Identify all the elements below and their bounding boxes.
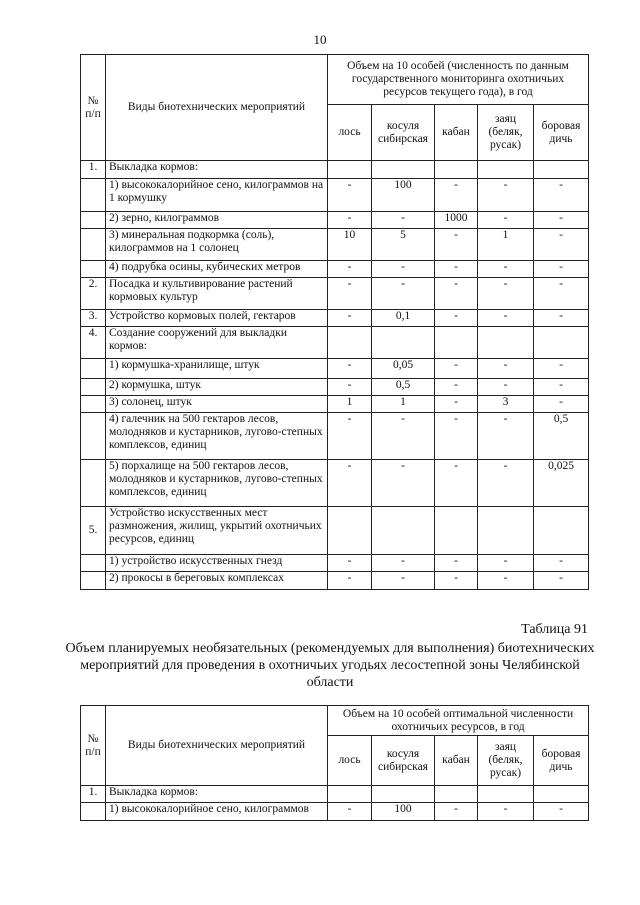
- value-cell: -: [435, 229, 478, 261]
- value-cell: -: [435, 803, 478, 821]
- value-cell: -: [328, 460, 372, 507]
- activity-cell: 1) высококалорийное сено, килограммов: [106, 803, 328, 821]
- value-cell: [435, 327, 478, 359]
- value-cell: 10: [328, 229, 372, 261]
- header-species-boar: кабан: [435, 736, 478, 786]
- value-cell: -: [534, 359, 589, 379]
- value-cell: -: [435, 310, 478, 327]
- row-number: 3.: [81, 310, 106, 327]
- value-cell: -: [534, 379, 589, 396]
- row-number: [81, 460, 106, 507]
- value-cell: 0,5: [534, 413, 589, 460]
- value-cell: -: [534, 278, 589, 310]
- activity-cell: 1) кормушка-хранилище, штук: [106, 359, 328, 379]
- value-cell: -: [372, 555, 435, 572]
- table-row: [81, 803, 589, 821]
- activity-cell: Создание сооружений для выкладки кормов:: [106, 327, 328, 359]
- value-cell: -: [435, 396, 478, 413]
- activity-cell: 1) высококалорийное сено, килограммов на 1 кормушку: [106, 179, 328, 212]
- table-row: [81, 212, 589, 229]
- value-cell: [372, 327, 435, 359]
- value-cell: [478, 507, 534, 555]
- value-cell: [435, 786, 478, 803]
- header-species-boar: кабан: [435, 105, 478, 161]
- value-cell: -: [478, 413, 534, 460]
- activity-cell: Выкладка кормов:: [106, 161, 328, 179]
- row-number: 1.: [81, 786, 106, 803]
- value-cell: -: [435, 555, 478, 572]
- header-species-hare: заяц (беляк, русак): [478, 736, 534, 786]
- value-cell: [534, 786, 589, 803]
- value-cell: -: [328, 572, 372, 590]
- activity-cell: 3) солонец, штук: [106, 396, 328, 413]
- row-number: 4.: [81, 327, 106, 359]
- value-cell: -: [534, 572, 589, 590]
- value-cell: -: [372, 413, 435, 460]
- value-cell: -: [435, 413, 478, 460]
- value-cell: 3: [478, 396, 534, 413]
- value-cell: -: [372, 460, 435, 507]
- activity-cell: 2) зерно, килограммов: [106, 212, 328, 229]
- value-cell: [478, 786, 534, 803]
- value-cell: -: [435, 379, 478, 396]
- value-cell: [534, 507, 589, 555]
- row-number: 5.: [81, 507, 106, 555]
- header-species-upland-game: боровая дичь: [534, 736, 589, 786]
- value-cell: 0,05: [372, 359, 435, 379]
- table-row: [81, 507, 589, 555]
- table-row: [81, 179, 589, 212]
- row-number: [81, 555, 106, 572]
- value-cell: -: [478, 379, 534, 396]
- activity-cell: 5) порхалище на 500 гектаров лесов, молодняков и кустарников, лугово-степных комплексов, единиц: [106, 460, 328, 507]
- row-number: [81, 803, 106, 821]
- row-number: [81, 261, 106, 278]
- row-number: [81, 413, 106, 460]
- value-cell: -: [478, 555, 534, 572]
- value-cell: [328, 161, 372, 179]
- value-cell: -: [372, 278, 435, 310]
- value-cell: [372, 161, 435, 179]
- header-activity: Виды биотехнических мероприятий: [106, 706, 328, 786]
- value-cell: [328, 786, 372, 803]
- page-number: 10: [313, 32, 327, 47]
- value-cell: -: [534, 212, 589, 229]
- value-cell: -: [328, 555, 372, 572]
- value-cell: -: [328, 359, 372, 379]
- value-cell: -: [534, 803, 589, 821]
- value-cell: -: [435, 261, 478, 278]
- row-number: [81, 229, 106, 261]
- header-species-moose: лось: [328, 105, 372, 161]
- value-cell: -: [478, 803, 534, 821]
- row-number: 1.: [81, 161, 106, 179]
- value-cell: -: [478, 572, 534, 590]
- value-cell: 1000: [435, 212, 478, 229]
- value-cell: -: [435, 572, 478, 590]
- header-num: № п/п: [81, 55, 106, 161]
- header-volume: Объем на 10 особей оптимальной численности охотничьих ресурсов, в год: [328, 706, 589, 736]
- value-cell: -: [328, 803, 372, 821]
- value-cell: -: [328, 179, 372, 212]
- value-cell: -: [372, 212, 435, 229]
- value-cell: -: [435, 359, 478, 379]
- value-cell: [328, 507, 372, 555]
- table-row: [81, 786, 589, 803]
- value-cell: -: [478, 460, 534, 507]
- table-row: [81, 396, 589, 413]
- value-cell: 1: [478, 229, 534, 261]
- value-cell: -: [328, 310, 372, 327]
- table-row: [81, 460, 589, 507]
- table-row: [81, 261, 589, 278]
- value-cell: [478, 327, 534, 359]
- activity-cell: 3) минеральная подкормка (соль), килограммов на 1 солонец: [106, 229, 328, 261]
- value-cell: -: [435, 278, 478, 310]
- value-cell: [328, 327, 372, 359]
- value-cell: -: [534, 555, 589, 572]
- table-caption-title: Объем планируемых необязательных (рекомендуемых для выполнения) биотехнических мероприятий для проведения в охотничьих угодьях лесостепной зоны Челябинской области: [65, 641, 595, 690]
- header-activity: Виды биотехнических мероприятий: [106, 55, 328, 161]
- value-cell: -: [372, 261, 435, 278]
- table-row: [81, 359, 589, 379]
- header-volume: Объем на 10 особей (численность по данным государственного мониторинга охотничьих ресурсов текущего года), в год: [328, 55, 589, 105]
- activity-cell: Посадка и культивирование растений кормовых культур: [106, 278, 328, 310]
- header-num: № п/п: [81, 706, 106, 786]
- value-cell: [478, 161, 534, 179]
- table-row: [81, 572, 589, 590]
- value-cell: -: [328, 261, 372, 278]
- header-species-upland-game: боровая дичь: [534, 105, 589, 161]
- value-cell: -: [534, 229, 589, 261]
- value-cell: 100: [372, 179, 435, 212]
- table-2: [80, 705, 589, 821]
- table-caption-label: Таблица 91: [521, 622, 588, 637]
- activity-cell: 4) подрубка осины, кубических метров: [106, 261, 328, 278]
- activity-cell: Устройство кормовых полей, гектаров: [106, 310, 328, 327]
- activity-cell: 2) прокосы в береговых комплексах: [106, 572, 328, 590]
- row-number: 2.: [81, 278, 106, 310]
- row-number: [81, 179, 106, 212]
- value-cell: -: [534, 310, 589, 327]
- row-number: [81, 379, 106, 396]
- row-number: [81, 359, 106, 379]
- value-cell: -: [328, 212, 372, 229]
- header-species-roe-deer: косуля сибирская: [372, 736, 435, 786]
- value-cell: [372, 507, 435, 555]
- value-cell: -: [478, 359, 534, 379]
- table-1: [80, 54, 589, 590]
- value-cell: -: [372, 572, 435, 590]
- value-cell: 1: [328, 396, 372, 413]
- row-number: [81, 572, 106, 590]
- value-cell: 0,1: [372, 310, 435, 327]
- value-cell: 0,025: [534, 460, 589, 507]
- value-cell: -: [534, 179, 589, 212]
- value-cell: -: [328, 379, 372, 396]
- table-row: [81, 310, 589, 327]
- table-row: [81, 278, 589, 310]
- value-cell: [534, 161, 589, 179]
- header-species-moose: лось: [328, 736, 372, 786]
- value-cell: [534, 327, 589, 359]
- activity-cell: Выкладка кормов:: [106, 786, 328, 803]
- table-row: [81, 327, 589, 359]
- value-cell: -: [478, 261, 534, 278]
- table-row: [81, 413, 589, 460]
- value-cell: -: [328, 278, 372, 310]
- activity-cell: 2) кормушка, штук: [106, 379, 328, 396]
- row-number: [81, 212, 106, 229]
- activity-cell: 4) галечник на 500 гектаров лесов, молодняков и кустарников, лугово-степных комплексов, единиц: [106, 413, 328, 460]
- value-cell: -: [534, 396, 589, 413]
- activity-cell: Устройство искусственных мест размножения, жилищ, укрытий охотничьих ресурсов, единиц: [106, 507, 328, 555]
- table-row: [81, 161, 589, 179]
- value-cell: -: [534, 261, 589, 278]
- value-cell: -: [478, 278, 534, 310]
- value-cell: -: [478, 310, 534, 327]
- value-cell: -: [478, 179, 534, 212]
- row-number: [81, 396, 106, 413]
- header-species-hare: заяц (беляк, русак): [478, 105, 534, 161]
- value-cell: -: [435, 460, 478, 507]
- table-row: [81, 379, 589, 396]
- table-row: [81, 229, 589, 261]
- value-cell: 5: [372, 229, 435, 261]
- table-row: [81, 555, 589, 572]
- header-species-roe-deer: косуля сибирская: [372, 105, 435, 161]
- value-cell: -: [328, 413, 372, 460]
- activity-cell: 1) устройство искусственных гнезд: [106, 555, 328, 572]
- value-cell: -: [478, 212, 534, 229]
- value-cell: 0,5: [372, 379, 435, 396]
- value-cell: [435, 161, 478, 179]
- value-cell: [372, 786, 435, 803]
- value-cell: -: [435, 179, 478, 212]
- value-cell: 100: [372, 803, 435, 821]
- value-cell: [435, 507, 478, 555]
- value-cell: 1: [372, 396, 435, 413]
